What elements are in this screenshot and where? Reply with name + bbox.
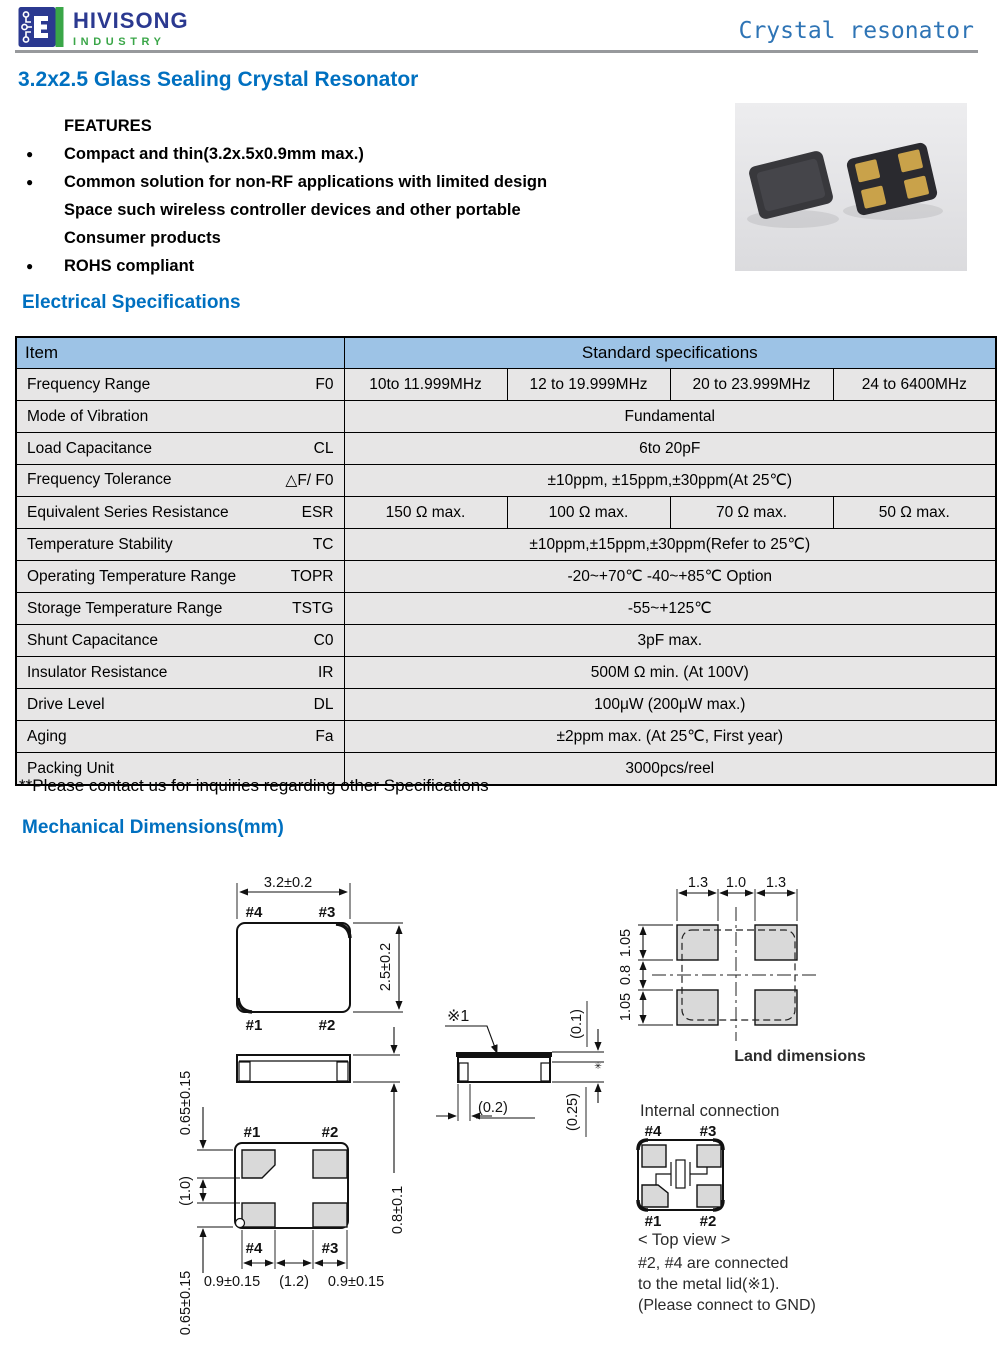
internal-note-line: #2, #4 are connected [638, 1255, 789, 1272]
top-view-drawing [237, 875, 403, 1034]
table-row [16, 497, 996, 529]
value-cell: 100 Ω max. [507, 497, 670, 529]
dim-label: (0.1) [569, 1009, 585, 1039]
dim-label: 0.9±0.15 [203, 1274, 261, 1290]
item-label: Temperature Stability [27, 535, 173, 553]
item-symbol: TSTG [292, 599, 334, 617]
value-cell: ±2ppm max. (At 25℃, First year) [344, 721, 996, 753]
table-row [16, 593, 996, 625]
dim-label: 1.05 [618, 928, 634, 958]
item-cell [16, 369, 344, 401]
value-cell: 3000pcs/reel [344, 753, 996, 786]
feature-item [24, 140, 704, 168]
document-type-label: Crystal resonator [738, 18, 974, 44]
dim-label: 0.65±0.15 [178, 1270, 194, 1336]
land-dimensions-caption: Land dimensions [734, 1048, 866, 1065]
dim-label: 0.8 [618, 964, 634, 986]
feature-text: ROHS compliant [64, 257, 195, 275]
item-symbol: F0 [315, 375, 334, 393]
item-cell [16, 433, 344, 465]
item-label: Equivalent Series Resistance [27, 503, 229, 521]
value-cell: -55~+125℃ [344, 593, 996, 625]
value-cell: 12 to 19.999MHz [507, 369, 670, 401]
item-label: Mode of Vibration [27, 407, 149, 425]
pin-label: #2 [318, 1017, 336, 1034]
ref-mark-label: ※1 [447, 1008, 470, 1025]
feature-text: Compact and thin(3.2x.5x0.9mm max.) [64, 145, 364, 163]
product-photo [735, 103, 967, 271]
pin-label: #3 [321, 1240, 339, 1257]
dim-label: 0.65±0.15 [178, 1070, 194, 1136]
item-label: Insulator Resistance [27, 663, 168, 681]
item-symbol: C0 [313, 631, 334, 649]
item-symbol: DL [313, 695, 334, 713]
feature-item [24, 252, 704, 280]
electrical-specs-heading: Electrical Specifications [22, 292, 241, 313]
feature-text: Consumer products [64, 229, 221, 247]
value-cell: 500M Ω min. (At 100V) [344, 657, 996, 689]
bullet-icon: ● [26, 259, 34, 273]
feature-item [24, 168, 704, 196]
item-label: Shunt Capacitance [27, 631, 158, 649]
item-label: Drive Level [27, 695, 105, 713]
dim-label: (1.2) [279, 1274, 309, 1290]
table-row [16, 721, 996, 753]
item-cell [16, 593, 344, 625]
dim-label: 1.0 [725, 875, 747, 891]
table-row [16, 433, 996, 465]
table-footnote: **Please contact us for inquiries regarding other Specifications [19, 776, 489, 795]
internal-note-line: (Please connect to GND) [638, 1297, 816, 1314]
item-cell [16, 689, 344, 721]
pin-label: #1 [243, 1124, 261, 1141]
value-cell: 50 Ω max. [833, 497, 996, 529]
item-symbol: CL [313, 439, 334, 457]
pin-label: #4 [644, 1123, 662, 1140]
dim-label: (0.2) [478, 1100, 508, 1116]
table-row [16, 561, 996, 593]
value-cell: ±10ppm,±15ppm,±30ppm(Refer to 25℃) [344, 529, 996, 561]
mech-drawings [0, 855, 1000, 1346]
item-symbol: △F/ F0 [285, 472, 334, 489]
page-title: 3.2x2.5 Glass Sealing Crystal Resonator [18, 68, 419, 91]
pin-label: #3 [699, 1123, 717, 1140]
value-cell: 6to 20pF [344, 433, 996, 465]
table-row [16, 401, 996, 433]
internal-note-line: to the metal lid(※1). [638, 1276, 780, 1293]
item-cell [16, 497, 344, 529]
bullet-icon: ● [26, 175, 34, 189]
value-cell: 24 to 6400MHz [833, 369, 996, 401]
mechanical-dims-heading: Mechanical Dimensions(mm) [22, 817, 284, 838]
value-cell: 150 Ω max. [344, 497, 507, 529]
feature-text: Space such wireless controller devices and other portable [64, 201, 521, 219]
col-header-specs: Standard specifications [344, 337, 996, 369]
internal-connection-title: Internal connection [640, 1102, 780, 1120]
item-symbol: IR [318, 663, 334, 681]
internal-connection-drawing [638, 1102, 816, 1314]
top-view-label: < Top view > [638, 1231, 731, 1249]
brand-logo-icon [18, 6, 64, 48]
item-cell [16, 529, 344, 561]
land-dimensions-drawing [618, 875, 866, 1065]
item-symbol: ESR [301, 503, 334, 521]
value-cell: 100μW (200μW max.) [344, 689, 996, 721]
lid-side-view-drawing [436, 1001, 604, 1137]
value-cell: -20~+70℃ -40~+85℃ Option [344, 561, 996, 593]
item-cell [16, 561, 344, 593]
item-cell [16, 465, 344, 497]
brand-subtitle: INDUSTRY [73, 36, 166, 48]
value-cell: 70 Ω max. [670, 497, 833, 529]
pin-label: #1 [245, 1017, 263, 1034]
table-header-row [16, 337, 996, 369]
dim-label: (1.0) [178, 1176, 194, 1206]
item-label: Storage Temperature Range [27, 599, 223, 617]
dim-label: (0.25) [565, 1093, 581, 1131]
pin-label: #2 [699, 1213, 717, 1230]
item-label: Aging [27, 727, 67, 745]
item-symbol: TOPR [290, 567, 334, 585]
pin-label: #2 [321, 1124, 339, 1141]
item-label: Packing Unit [27, 759, 115, 777]
dim-label: 1.05 [618, 992, 634, 1022]
dim-label: 0.9±0.15 [327, 1274, 385, 1290]
item-symbol: TC [312, 535, 334, 553]
pin-label: #4 [245, 1240, 263, 1257]
header-divider [15, 50, 978, 53]
table-row [16, 465, 996, 497]
dim-label: 3.2±0.2 [263, 875, 313, 891]
features-section [24, 112, 704, 280]
item-symbol: Fa [315, 727, 334, 745]
item-cell [16, 401, 344, 433]
col-header-item: Item [16, 337, 344, 369]
pin-label: #4 [245, 904, 263, 921]
dim-label: 2.5±0.2 [378, 942, 394, 992]
item-label: Operating Temperature Range [27, 567, 237, 585]
brand-name: HIVISONG [73, 8, 189, 33]
item-cell [16, 625, 344, 657]
bullet-icon: ● [26, 147, 34, 161]
feature-item-continuation [24, 196, 704, 224]
value-cell: Fundamental [344, 401, 996, 433]
features-heading: FEATURES [64, 117, 152, 135]
star-mark: ✳ [594, 1061, 602, 1071]
pin-label: #3 [318, 904, 336, 921]
item-label: Frequency Range [27, 375, 151, 393]
dim-label: 0.8±0.1 [390, 1185, 406, 1235]
bottom-view-drawing [178, 1071, 384, 1335]
table-row [16, 657, 996, 689]
item-label: Frequency Tolerance [27, 471, 172, 488]
value-cell: 10to 11.999MHz [344, 369, 507, 401]
table-row [16, 369, 996, 401]
value-cell: 20 to 23.999MHz [670, 369, 833, 401]
value-cell: 3pF max. [344, 625, 996, 657]
brand-logo [18, 6, 189, 48]
spec-table [15, 336, 997, 786]
value-cell: ±10ppm, ±15ppm,±30ppm(At 25℃) [344, 465, 996, 497]
dim-label: 1.3 [687, 875, 709, 891]
item-cell [16, 721, 344, 753]
feature-item-continuation [24, 224, 704, 252]
table-row [16, 625, 996, 657]
item-label: Load Capacitance [27, 439, 152, 457]
item-cell [16, 657, 344, 689]
pin-label: #1 [644, 1213, 662, 1230]
dim-label: 1.3 [765, 875, 787, 891]
feature-text: Common solution for non-RF applications with limited design [64, 173, 548, 191]
table-row [16, 689, 996, 721]
table-row [16, 529, 996, 561]
